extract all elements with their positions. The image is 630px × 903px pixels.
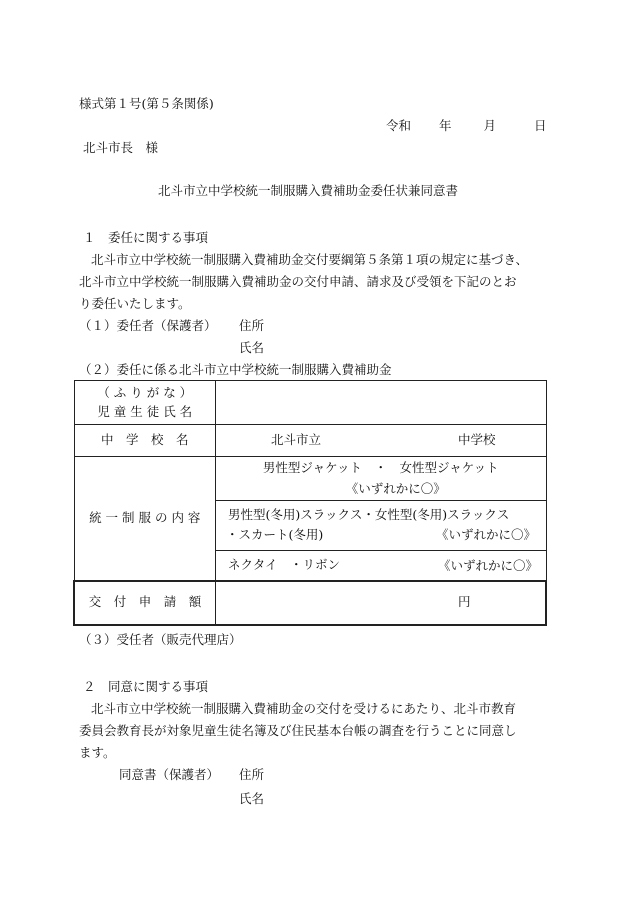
amount-row bbox=[74, 581, 546, 625]
consenter-address-label: 住所 bbox=[239, 767, 265, 782]
student-name-field[interactable] bbox=[216, 381, 547, 425]
consenter-label: 同意書（保護者） bbox=[119, 767, 220, 782]
agent-label: （３）受任者（販売代理店） bbox=[79, 632, 242, 647]
school-row bbox=[74, 425, 546, 457]
uniform-label: 統 一 制 服 の 内 容 bbox=[74, 457, 216, 581]
section2-text-line-2: 委員会教育長が対象児童生徒名簿及び住民基本台帳の調査を行うことに同意し bbox=[79, 723, 517, 738]
slacks-note: 《いずれかに〇》 bbox=[436, 527, 537, 543]
section2-text-line-3: ます。 bbox=[79, 745, 116, 760]
jacket-row bbox=[74, 457, 546, 501]
amount-field[interactable] bbox=[216, 581, 547, 625]
slacks-options-line2: ・スカート(冬用) bbox=[226, 527, 324, 543]
delegator-address-label: 住所 bbox=[239, 318, 265, 333]
date-month: 月 bbox=[483, 118, 497, 133]
section1-text-line-3: り委任いたします。 bbox=[79, 296, 191, 311]
form-number: 様式第１号(第５条関係) bbox=[79, 96, 214, 111]
student-name-label: 児 童 生 徒 氏 名 bbox=[97, 404, 193, 419]
section2-text-line-1: 北斗市立中学校統一制服購入費補助金の交付を受けるにあたり、北斗市教育 bbox=[91, 701, 517, 716]
jacket-note: 《いずれかに〇》 bbox=[345, 480, 446, 496]
school-prefix: 北斗市立 bbox=[271, 432, 322, 448]
jacket-options: 男性型ジャケット ・ 女性型ジャケット bbox=[262, 460, 499, 475]
section1-heading: １ 委任に関する事項 bbox=[83, 230, 209, 245]
date-day: 日 bbox=[534, 118, 547, 133]
date-line bbox=[386, 120, 547, 133]
section1-text-line-1: 北斗市立中学校統一制服購入費補助金交付要綱第５条第１項の規定に基づき、 bbox=[91, 252, 529, 267]
furigana-label: （ ふ り が な ） bbox=[97, 384, 193, 400]
subsidy-table bbox=[73, 380, 547, 626]
date-era: 令和 bbox=[386, 118, 412, 133]
slacks-options-line1: 男性型(冬用)スラックス・女性型(冬用)スラックス bbox=[228, 506, 510, 522]
section2-heading: ２ 同意に関する事項 bbox=[83, 679, 209, 694]
student-name-row bbox=[74, 381, 546, 425]
student-name-label-cell bbox=[74, 381, 216, 425]
section1-text-line-2: 北斗市立中学校統一制服購入費補助金の交付申請、請求及び受領を下記のとお bbox=[79, 274, 517, 289]
subsidy-label: （２）委任に係る北斗市立中学校統一制服購入費補助金 bbox=[79, 362, 392, 377]
tie-field[interactable] bbox=[216, 551, 547, 581]
tie-note: 《いずれかに〇》 bbox=[438, 558, 539, 573]
school-field[interactable] bbox=[216, 425, 547, 457]
school-suffix: 中学校 bbox=[458, 432, 496, 448]
amount-unit: 円 bbox=[458, 594, 471, 610]
amount-label: 交 付 申 請 額 bbox=[74, 581, 216, 625]
document-title: 北斗市立中学校統一制服購入費補助金委任状兼同意書 bbox=[158, 183, 459, 198]
date-year: 年 bbox=[439, 118, 452, 133]
addressee: 北斗市長 様 bbox=[83, 140, 159, 155]
consenter-name-label: 氏名 bbox=[239, 791, 265, 806]
delegator-name-label: 氏名 bbox=[239, 340, 265, 355]
delegator-label: （１）委任者（保護者） bbox=[79, 318, 217, 333]
school-label: 中 学 校 名 bbox=[74, 425, 216, 457]
jacket-field[interactable] bbox=[216, 457, 547, 501]
tie-options: ネクタイ ・リボン bbox=[228, 557, 341, 572]
slacks-field[interactable] bbox=[216, 501, 547, 551]
